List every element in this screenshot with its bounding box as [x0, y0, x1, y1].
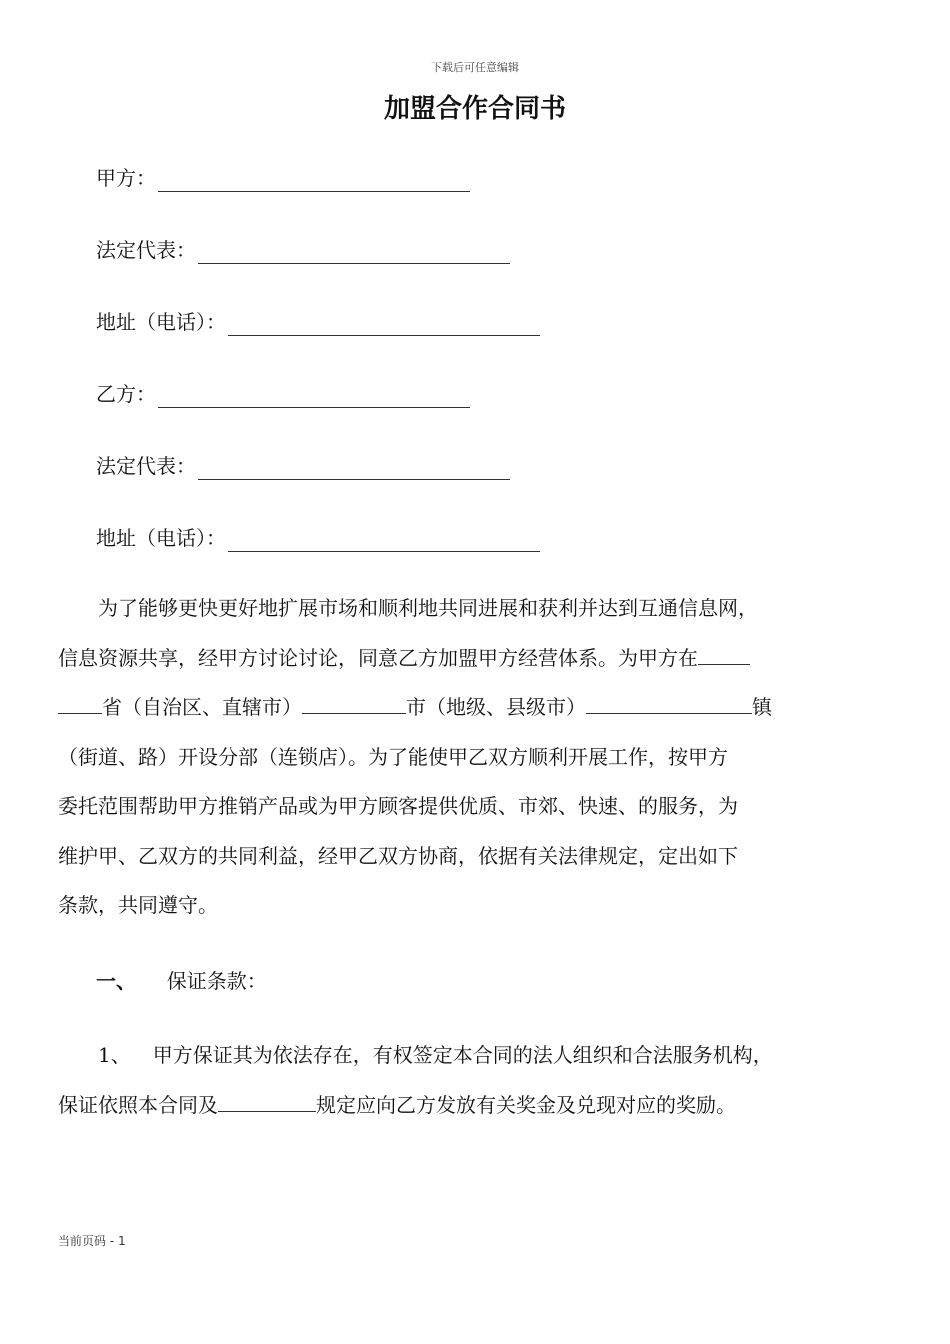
field-label: 乙方： [96, 382, 156, 406]
fill-blank [158, 171, 470, 192]
header-note: 下载后可任意编辑 [431, 61, 519, 74]
field-label: 法定代表： [96, 238, 196, 262]
field-label: 法定代表： [96, 454, 196, 478]
section-number: 一、 [96, 969, 136, 993]
party-b-field [96, 380, 470, 408]
field-label: 甲方： [96, 166, 156, 190]
field-label: 地址（电话）： [96, 526, 226, 550]
intro-line: 维护甲、乙双方的共同利益，经甲乙双方协商，依据有关法律规定，定出如下 [58, 843, 738, 868]
clause-number: 1、 [98, 1043, 131, 1067]
section-title: 保证条款： [166, 969, 267, 993]
party-b-representative-field [96, 452, 510, 480]
intro-line: 省（自治区、直辖市） [102, 695, 302, 719]
intro-line: 镇 [752, 695, 772, 719]
intro-line: 信息资源共享，经甲方讨论讨论，同意乙方加盟甲方经营体系。为甲方在 [58, 645, 698, 670]
document-title: 加盟合作合同书 [383, 94, 566, 124]
fill-blank [228, 531, 540, 552]
intro-line: （街道、路）开设分部（连锁店）。为了能使甲乙双方顺利开展工作，按甲方 [58, 744, 728, 769]
intro-line: 为了能够更快更好地扩展市场和顺利地共同进展和获利并达到互通信息网， [98, 596, 758, 620]
clause-line: 甲方保证其为依法存在，有权签定本合同的法人组织和合法服务机构， [152, 1043, 773, 1067]
party-b-address-field [96, 524, 540, 552]
fill-blank [158, 387, 470, 408]
intro-line: 条款，共同遵守。 [58, 893, 218, 917]
fill-blank [586, 693, 752, 714]
fill-blank [218, 1091, 316, 1112]
fill-blank [302, 693, 406, 714]
fill-blank [228, 315, 540, 336]
clause-line: 规定应向乙方发放有关奖金及兑现对应的奖励。 [316, 1092, 736, 1117]
page-number: 当前页码 - 1 [58, 1234, 126, 1248]
section-heading [96, 966, 267, 996]
intro-line: 委托范围帮助甲方推销产品或为甲方顾客提供优质、市郊、快速、的服务，为 [58, 794, 738, 818]
party-a-field [96, 164, 470, 192]
party-a-address-field [96, 308, 540, 336]
field-label: 地址（电话）： [96, 310, 226, 334]
intro-paragraph [58, 584, 888, 931]
fill-blank [198, 243, 510, 264]
party-a-representative-field [96, 236, 510, 264]
fill-blank [698, 644, 750, 665]
fill-blank [198, 459, 510, 480]
clause-line: 保证依照本合同及 [58, 1092, 218, 1117]
fill-blank [58, 693, 102, 714]
clause-paragraph [58, 1031, 888, 1130]
intro-line: 市（地级、县级市） [406, 695, 586, 719]
